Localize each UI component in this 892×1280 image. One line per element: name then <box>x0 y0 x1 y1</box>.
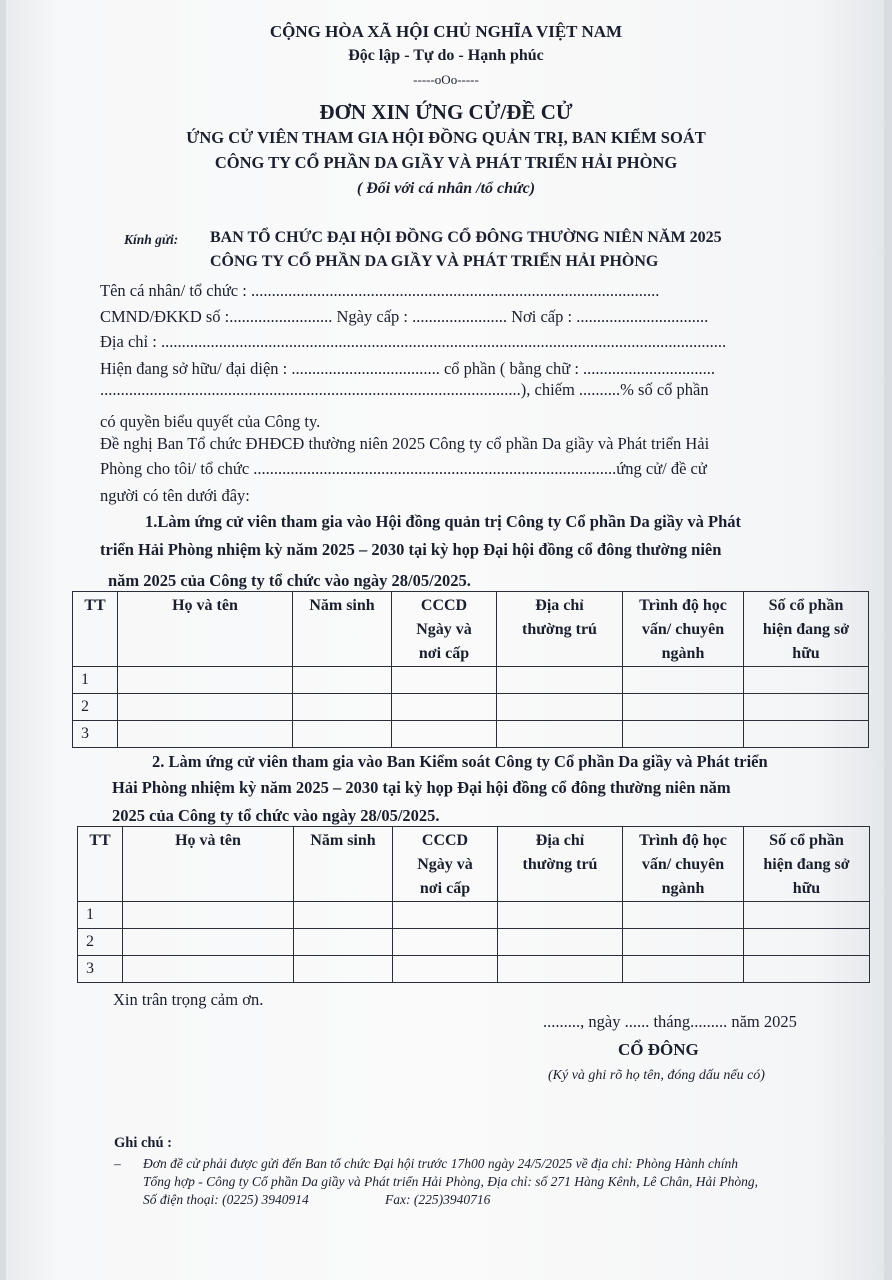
form-subtitle-1: ỨNG CỬ VIÊN THAM GIA HỘI ĐỒNG QUẢN TRỊ, BAN KIỂM SOÁT <box>186 128 706 147</box>
request-line-1: Đề nghị Ban Tổ chức ĐHĐCĐ thường niên 2025 Công ty cổ phần Da giầy và Phát triển Hải <box>100 434 710 453</box>
col-shares-l2: hiện đang sở <box>762 621 850 638</box>
table-row <box>73 694 869 721</box>
field-address: Địa chỉ : ......................................................................................................................................... <box>100 332 727 351</box>
section-2-line-1: 2. Làm ứng cử viên tham gia vào Ban Kiểm soát Công ty Cổ phần Da giầy và Phát triển <box>152 752 768 771</box>
note-dash: – <box>114 1156 121 1171</box>
col-cccd <box>393 827 498 902</box>
col-shares <box>744 592 869 667</box>
note-fax: Fax: (225)3940716 <box>385 1192 491 1207</box>
col-year: Năm sinh <box>293 592 392 667</box>
col-addr-l2: thường trú <box>522 621 597 638</box>
col-edu-l2: vấn/ chuyên <box>641 621 725 638</box>
form-subtitle-2: CÔNG TY CỔ PHẦN DA GIẦY VÀ PHÁT TRIỂN HẢI PHÒNG <box>214 153 678 172</box>
col-year: Năm sinh <box>294 827 393 902</box>
col-edu-l1: Trình độ học <box>639 832 727 849</box>
col-cccd-l2: Ngày và <box>416 621 472 638</box>
col-addr-l1: Địa chỉ <box>535 597 584 614</box>
thanks-text: Xin trân trọng cảm ơn. <box>113 990 264 1009</box>
table-row <box>73 721 869 748</box>
col-name: Họ và tên <box>118 592 293 667</box>
date-line: ........., ngày ...... tháng......... năm 2025 <box>543 1012 797 1031</box>
supervisory-candidates-table <box>77 826 870 983</box>
row-number: 2 <box>73 694 118 721</box>
col-shares-l3: hữu <box>792 645 820 662</box>
table-row <box>78 956 870 983</box>
form-subtitle-3: ( Đối với cá nhân /tổ chức) <box>356 180 536 197</box>
board-candidates-table <box>72 591 869 748</box>
col-edu-l3: ngành <box>661 880 705 897</box>
col-edu-l1: Trình độ học <box>639 597 727 614</box>
col-cccd-l3: nơi cấp <box>419 880 471 897</box>
table-row <box>78 929 870 956</box>
section-1-line-1: 1.Làm ứng cử viên tham gia vào Hội đồng quản trị Công ty Cổ phần Da giầy và Phát <box>145 512 741 531</box>
col-tt: TT <box>78 827 123 902</box>
table-row <box>73 667 869 694</box>
col-shares-l1: Số cổ phần <box>768 597 844 614</box>
addressee-line-1: BAN TỔ CHỨC ĐẠI HỘI ĐỒNG CỔ ĐÔNG THƯỜNG NIÊN NĂM 2025 <box>210 229 722 246</box>
col-name: Họ và tên <box>123 827 294 902</box>
note-line-2: Tổng hợp - Công ty Cổ phần Da giầy và Phát triển Hải Phòng, Địa chỉ: số 271 Hàng Kênh, Lê Chân, Hải Phòng, <box>143 1174 759 1189</box>
table-header-row <box>78 827 870 902</box>
col-shares-l3: hữu <box>792 880 821 897</box>
signature-note: (Ký và ghi rõ họ tên, đóng dấu nếu có) <box>548 1068 765 1083</box>
request-line-2: Phòng cho tôi/ tổ chức ........................................................................................ứng cử/ đề cử <box>100 459 707 478</box>
col-addr-l2: thường trú <box>522 856 598 873</box>
country-heading: CỘNG HÒA XÃ HỘI CHỦ NGHĨA VIỆT NAM <box>269 22 623 41</box>
section-1-line-2: triển Hải Phòng nhiệm kỳ năm 2025 – 2030 tại kỳ họp Đại hội đồng cổ đông thường niên <box>100 540 722 559</box>
col-shares <box>744 827 870 902</box>
col-education <box>623 592 744 667</box>
col-edu-l3: ngành <box>661 645 705 662</box>
row-number: 3 <box>73 721 118 748</box>
col-cccd <box>392 592 497 667</box>
col-address <box>498 827 623 902</box>
col-addr-l1: Địa chỉ <box>535 832 585 849</box>
row-number: 2 <box>78 929 123 956</box>
col-cccd-l3: nơi cấp <box>418 645 470 662</box>
motto: Độc lập - Tự do - Hạnh phúc <box>348 47 544 64</box>
section-1-line-3: năm 2025 của Công ty tổ chức vào ngày 28/05/2025. <box>108 571 471 590</box>
ornament: -----oOo----- <box>413 72 479 87</box>
request-line-3: người có tên dưới đây: <box>100 486 250 505</box>
row-number: 1 <box>73 667 118 694</box>
table-header-row <box>73 592 869 667</box>
table-row <box>78 902 870 929</box>
section-2-line-3: 2025 của Công ty tổ chức vào ngày 28/05/2025. <box>112 806 440 825</box>
signer-title: CỔ ĐÔNG <box>618 1040 699 1059</box>
col-cccd-l1: CCCD <box>421 832 469 849</box>
field-holding-2: ......................................................................................................), chiếm ..........% số cổ phần <box>100 380 709 399</box>
field-holding-3: có quyền biểu quyết của Công ty. <box>100 412 321 431</box>
row-number: 3 <box>78 956 123 983</box>
form-title: ĐƠN XIN ỨNG CỬ/ĐỀ CỬ <box>319 100 573 124</box>
col-shares-l2: hiện đang sở <box>763 856 850 873</box>
note-phone: Số điện thoại: (0225) 3940914 <box>143 1192 309 1207</box>
col-education <box>623 827 744 902</box>
col-cccd-l1: CCCD <box>420 597 468 614</box>
col-edu-l2: vấn/ chuyên <box>641 856 725 873</box>
addressee-label: Kính gửi: <box>124 232 179 247</box>
col-shares-l1: Số cổ phần <box>769 832 844 849</box>
note-label: Ghi chú : <box>114 1135 173 1151</box>
field-id: CMND/ĐKKD số :......................... Ngày cấp : ....................... Nơi cấp : ................................ <box>100 307 709 326</box>
col-cccd-l2: Ngày và <box>417 856 473 873</box>
section-2-line-2: Hải Phòng nhiệm kỳ năm 2025 – 2030 tại kỳ họp Đại hội đồng cổ đông thường niên năm <box>112 778 731 797</box>
addressee-line-2: CÔNG TY CỔ PHẦN DA GIẦY VÀ PHÁT TRIỂN HẢI PHÒNG <box>210 253 659 270</box>
col-tt: TT <box>73 592 118 667</box>
field-holding: Hiện đang sở hữu/ đại diện : .................................... cổ phần ( bằng chữ : ................................ <box>100 359 716 378</box>
row-number: 1 <box>78 902 123 929</box>
field-name: Tên cá nhân/ tổ chức : ................................................................................................... <box>100 281 660 300</box>
col-address <box>497 592 623 667</box>
note-line-1: Đơn đề cử phải được gửi đến Ban tổ chức Đại hội trước 17h00 ngày 24/5/2025 về địa chỉ: Phòng Hành chính <box>143 1156 738 1171</box>
